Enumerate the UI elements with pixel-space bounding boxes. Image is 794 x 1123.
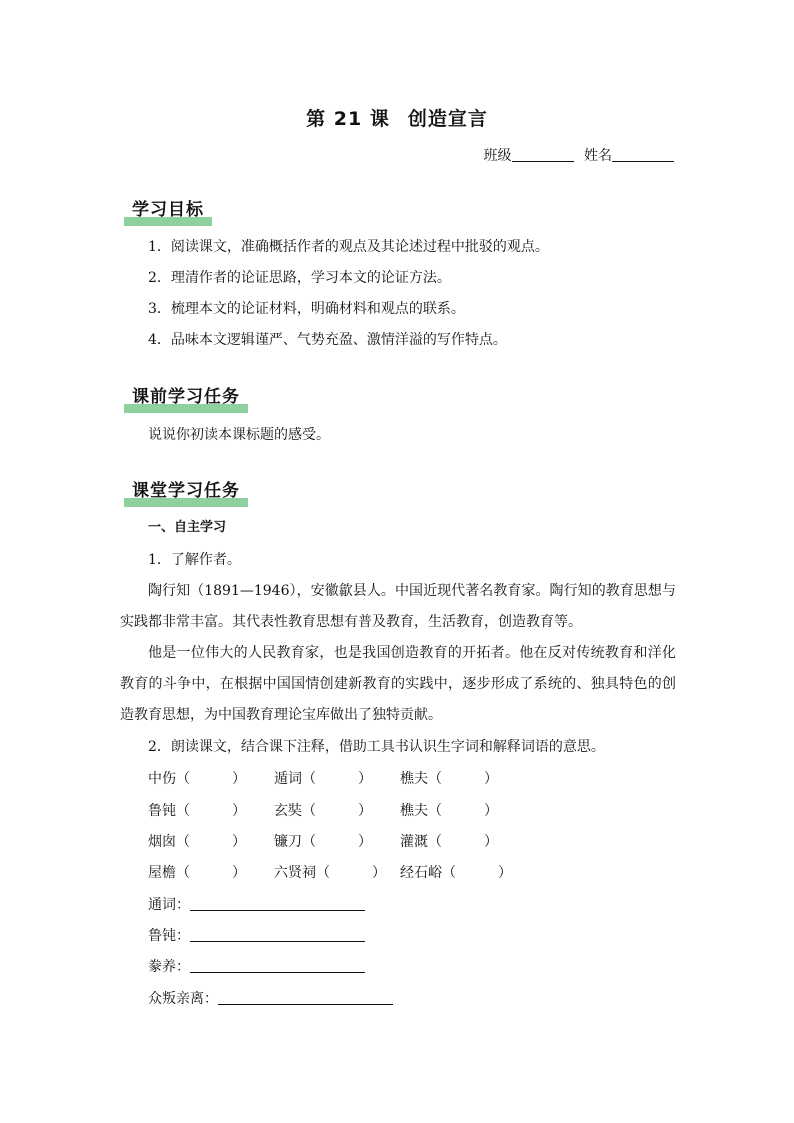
author-paragraph-1: 陶行知（1891—1946），安徽歙县人。中国近现代著名教育家。陶行知的教育思想与实践都非常丰富。其代表性教育思想有普及教育，生活教育，创造教育等。 xyxy=(120,583,676,630)
word-item[interactable]: 樵夫（ ） xyxy=(400,771,498,787)
word-item[interactable]: 中伤（ ） xyxy=(148,771,246,787)
word-item[interactable]: 屋檐（ ） xyxy=(148,865,246,881)
word-item[interactable]: 镰刀（ ） xyxy=(274,834,372,850)
section-heading-class: 课堂学习任务 xyxy=(132,476,240,501)
question-1: 1．了解作者。 xyxy=(148,552,241,568)
word-item[interactable]: 经石峪（ ） xyxy=(400,865,512,881)
goal-item: 3．梳理本文的论证材料，明确材料和观点的联系。 xyxy=(148,301,465,317)
definition-blank[interactable] xyxy=(190,910,365,911)
definition-label: 鲁钝： xyxy=(148,928,190,944)
lesson-number: 第 21 课 xyxy=(306,108,390,130)
goal-item: 2．理清作者的论证思路，学习本文的论证方法。 xyxy=(148,270,451,286)
class-blank[interactable] xyxy=(512,147,574,162)
goal-item: 4．品味本文逻辑谨严、气势充盈、激情洋溢的写作特点。 xyxy=(148,332,507,348)
word-item[interactable]: 玄奘（ ） xyxy=(274,803,372,819)
definition-blank[interactable] xyxy=(218,1004,393,1005)
class-label: 班级 xyxy=(483,148,512,164)
name-label: 姓名 xyxy=(584,148,612,164)
author-paragraph-2: 他是一位伟大的人民教育家，也是我国创造教育的开拓者。他在反对传统教育和洋化教育的斗争中，在根据中国国情创建新教育的实践中，逐步形成了系统的、独具特色的创造教育思想，为中国教育理论宝库做出了独特贡献。 xyxy=(120,645,676,723)
subsection-title: 一、自主学习 xyxy=(148,520,227,535)
class-name-line xyxy=(484,145,674,165)
definition-blank[interactable] xyxy=(190,972,365,973)
word-item[interactable]: 六贤祠（ ） xyxy=(274,865,386,881)
definition-label: 通词： xyxy=(148,897,190,913)
word-item[interactable]: 烟囱（ ） xyxy=(148,834,246,850)
lesson-title: 创造宣言 xyxy=(407,108,488,130)
section-heading-goals: 学习目标 xyxy=(132,195,204,220)
pre-task-text: 说说你初读本课标题的感受。 xyxy=(148,427,330,443)
question-2: 2．朗读课文，结合课下注释，借助工具书认识生字词和解释词语的意思。 xyxy=(148,739,605,755)
word-item[interactable]: 灌溉（ ） xyxy=(400,834,498,850)
definition-blank[interactable] xyxy=(190,941,365,942)
word-item[interactable]: 樵夫（ ） xyxy=(400,803,498,819)
name-blank[interactable] xyxy=(612,147,674,162)
page-title xyxy=(0,104,794,131)
goal-item: 1．阅读课文，准确概括作者的观点及其论述过程中批驳的观点。 xyxy=(148,239,549,255)
word-item[interactable]: 遁词（ ） xyxy=(274,771,372,787)
word-item[interactable]: 鲁钝（ ） xyxy=(148,803,246,819)
section-heading-pre: 课前学习任务 xyxy=(132,382,240,407)
definition-label: 豢养： xyxy=(148,959,190,975)
definition-label: 众叛亲离： xyxy=(148,991,218,1007)
